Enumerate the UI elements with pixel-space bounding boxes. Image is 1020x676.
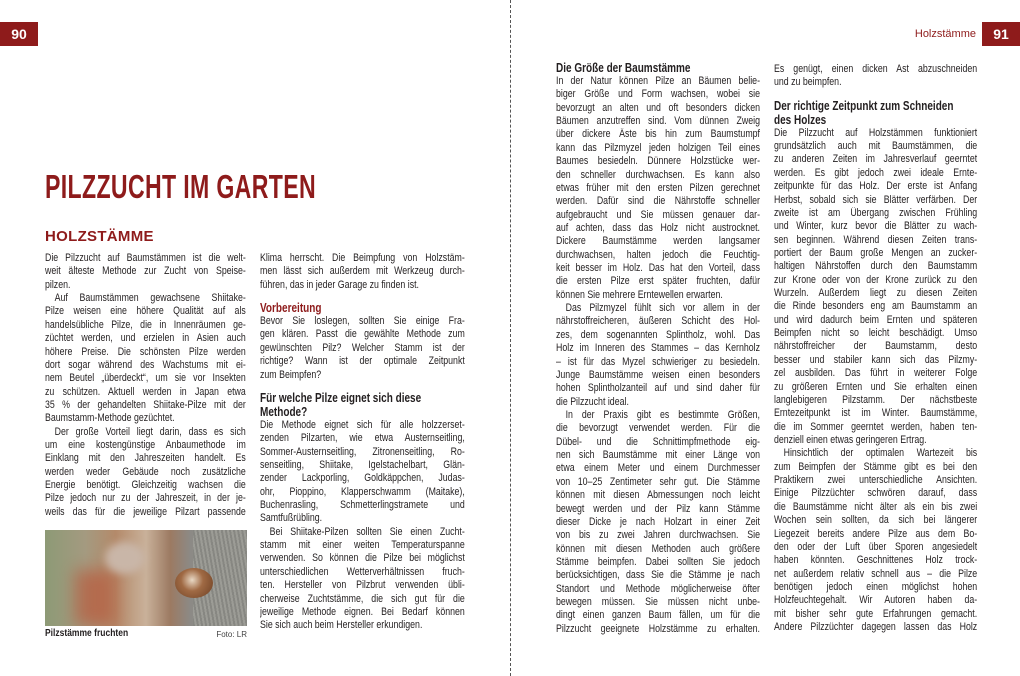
subsection-heading bbox=[774, 99, 977, 127]
text-line: Pilze weisen eine höhere Qualität auf als bbox=[45, 305, 246, 318]
text-line: zu größeren Ernten und Sie erhalten einen bbox=[774, 380, 978, 393]
heading-line: Die Größe der Baumstämme bbox=[556, 61, 691, 75]
text-line: durchwachsen, halten jedoch die Feuchtig- bbox=[556, 248, 760, 261]
text-line: Bäumen anzutreffen sind. Vom dünnen Zweig bbox=[556, 115, 760, 128]
text-line: zur Krone oder von der Krone zurück zu den bbox=[774, 273, 978, 286]
text-line: zes, dem sogenannten Splintholz, wohl. Das bbox=[556, 328, 760, 341]
text-line: und zu beimpfen. bbox=[774, 76, 842, 89]
text-line: werden. Dafür sind die Nährstoffe schneller bbox=[556, 195, 760, 208]
text-line: In der Natur können Pilze an Bäumen belie- bbox=[556, 75, 760, 87]
subsection-heading bbox=[260, 301, 465, 315]
text-line: stamm mit einer weiten Temperaturspanne bbox=[260, 539, 465, 552]
text-line: Praktikern zwei unterschiedliche Ansichten. bbox=[774, 474, 978, 487]
paragraph bbox=[260, 252, 465, 292]
text-line: den schneller durchwachsen. Es kann also bbox=[556, 168, 760, 181]
chapter-title: PILZZUCHT IM GARTEN bbox=[45, 168, 316, 205]
text-line: bevorzugt an alten und oft besonders dicken bbox=[556, 101, 760, 114]
text-line: Wochen sein sollten, da sich bei längerer bbox=[774, 514, 978, 527]
text-line: richtige? Wann ist der optimale Zeitpunkt bbox=[260, 355, 465, 368]
paragraph bbox=[556, 302, 760, 409]
text-line: zel ausbilden. Das führt in weiterer Folge bbox=[774, 367, 978, 380]
text-line: Der große Vorteil liegt darin, dass es sich bbox=[54, 425, 246, 438]
text-line: Dübel- und die Schnittimpfmethode eig- bbox=[556, 435, 760, 448]
text-line: Standort und Methode möglicherweise öfter bbox=[556, 582, 760, 595]
text-line: In der Praxis gibt es bestimmte Größen, bbox=[565, 408, 760, 421]
shiitake-mushroom-image bbox=[175, 568, 213, 598]
text-line: denziell einen etwas geringeren Ertrag. bbox=[774, 433, 927, 446]
paragraph bbox=[774, 63, 977, 90]
paragraph bbox=[556, 75, 760, 302]
paragraph bbox=[774, 127, 977, 448]
text-line: verwenden. So können die Pilze bei möglichst bbox=[260, 552, 465, 565]
text-line: zu schützen. Aktuell werden in Japan etwa bbox=[45, 385, 246, 398]
figure-caption: Pilzstämme fruchten bbox=[45, 628, 129, 639]
text-line: die Pilzzucht ideal. bbox=[556, 395, 629, 408]
text-line: Einige Pilzzüchter schwören darauf, dass bbox=[774, 487, 978, 500]
text-column-2 bbox=[260, 252, 465, 633]
text-line: etwas früher mit den ersten Pilzen gerechnet bbox=[556, 181, 760, 194]
text-line: um eine kostengünstige Anbaumethode im bbox=[45, 439, 246, 452]
text-line: Herbst, sobald sich sie Blätter verfärben. Der bbox=[774, 193, 978, 206]
text-line: Die Pilzzucht auf Baumstämmen ist die welt- bbox=[45, 252, 246, 264]
heading-line: Vorbereitung bbox=[260, 301, 322, 316]
text-line: jeweilige Methode eignen. Bei Bedarf können bbox=[260, 605, 465, 618]
text-line: nährstoffreicher der Baumstamm, desto bbox=[774, 340, 978, 353]
text-line: züchtet werden, und erzielen in Asien auch bbox=[45, 332, 246, 345]
page-number-right: 91 bbox=[982, 22, 1020, 46]
text-line: aufgebraucht und Sie müssen genauer dar- bbox=[556, 208, 760, 221]
text-line: Liegezeit bereits andere Pilze aus dem Bo- bbox=[774, 527, 978, 540]
text-line: Junge Baumstämme weisen einen besonders bbox=[556, 368, 760, 381]
text-line: Pilze jedoch nur zu der Jahreszeit, in der je- bbox=[45, 492, 246, 505]
text-line: die Rinde besonders eng am Baumstamm an bbox=[774, 300, 978, 313]
text-line: Bei Shiitake-Pilzen sollten Sie einen Zucht- bbox=[269, 525, 465, 538]
text-line: gen klären. Passt die gewählte Methode zum bbox=[260, 328, 465, 341]
text-line: nährstoffreicheren, äußeren Schicht des Hol- bbox=[556, 315, 760, 328]
text-line: können Sie mehrere Erntewellen erwarten. bbox=[556, 288, 723, 301]
text-line: cherweise Zuchtstämme, die sich gut für die bbox=[260, 592, 465, 605]
text-line: und wird dadurch beim Ernten und späteren bbox=[774, 313, 978, 326]
text-line: auf achten, dass das Holz nicht austrocknet. bbox=[556, 221, 760, 234]
text-line: von 10–25 Zentimeter sehr gut. Die Stämme bbox=[556, 475, 760, 488]
text-line: biger Größe und Form wachsen, wobei sie bbox=[556, 88, 760, 101]
text-line: bewegen müssen. Sie müssen nicht unbe- bbox=[556, 596, 760, 609]
text-line: Die Pilzzucht auf Holzstämmen funktioniert bbox=[774, 126, 978, 139]
text-line: können mit diesen Abmessungen noch leicht bbox=[556, 489, 760, 502]
text-line: zum Beimpfen der Stämme gibt es bei den bbox=[774, 460, 978, 473]
text-line: Einklang mit den Jahreszeiten handelt. Es bbox=[45, 452, 246, 465]
text-line: weit älteste Methode zur Zucht von Speise- bbox=[45, 265, 246, 278]
subsection-heading bbox=[556, 61, 760, 75]
text-line: Andere Pilzzüchter dagegen lassen das Holz bbox=[774, 621, 978, 634]
text-line: hohen Splintholzanteil auf und sind daher für bbox=[556, 382, 760, 395]
text-line: Das Pilzmyzel fühlt sich vor allem in der bbox=[565, 302, 760, 315]
text-line: sen beginnen. Während diesen Zeiten trans- bbox=[774, 233, 978, 246]
text-line: 35 % der gehandelten Shiitake-Pilze mit der bbox=[45, 398, 246, 411]
text-line: Baumes besiedeln. Dünnere Holzstücke wer- bbox=[556, 155, 760, 168]
page-number-left: 90 bbox=[0, 22, 38, 46]
paragraph bbox=[774, 447, 977, 634]
text-line: die bevorzugt verwendet werden. Für die bbox=[556, 422, 760, 435]
text-line: ten. Hersteller von Pilzbrut verwenden übli- bbox=[260, 579, 465, 592]
text-line: kann das Pilzmyzel jeden holzigen Teil eines bbox=[556, 141, 760, 154]
text-line: etwa einem Meter und einem Durchmesser bbox=[556, 462, 760, 475]
text-line: Die Methode eignet sich für alle holzzerset- bbox=[260, 418, 465, 431]
running-head: Holzstämme bbox=[914, 28, 976, 40]
text-line: Wurzeln. Außerdem liegt zu diesen Zeiten bbox=[774, 287, 978, 300]
text-line: und Winter, kurz bevor die Blätter zu wach- bbox=[774, 220, 978, 233]
text-line: handelsübliche Pilze, die in Innenräumen ge- bbox=[45, 318, 246, 331]
paragraph bbox=[45, 292, 246, 426]
text-line: men lässt sich außerdem mit Werkzeug durch- bbox=[260, 265, 465, 278]
text-line: net außerdem relativ schnell aus – die Pilze bbox=[774, 567, 978, 580]
text-line: benötigen jedoch einen möglichst hohen bbox=[774, 580, 978, 593]
text-line: unterschiedlichen Wetterverhältnissen fruch- bbox=[260, 565, 465, 578]
text-line: Beimpfen nicht so leicht beschädigt. Umso bbox=[774, 327, 978, 340]
text-line: von bis zu zwei Jahren durchwachsen. Sie bbox=[556, 529, 760, 542]
text-line: dingt einen ganzen Baum fällen, um für die bbox=[556, 609, 760, 622]
text-line: – ist für das Myzel schwieriger zu besiedeln. bbox=[556, 355, 760, 368]
heading-line: des Holzes bbox=[774, 112, 827, 127]
text-line: den oder der Luft über Sporen angesiedelt bbox=[774, 540, 978, 553]
text-line: dort sogar während des Wachstums mit ei- bbox=[45, 358, 246, 371]
text-line: zeitpunkte für das Holz. Der erste ist Anfang bbox=[774, 180, 978, 193]
text-line: werden weder Gebäude noch zusätzliche bbox=[45, 465, 246, 478]
text-line: werden. Es gibt jedoch zwei ideale Ernte- bbox=[774, 166, 978, 179]
text-line: Energie benötigt. Gleichzeitig wachsen die bbox=[45, 479, 246, 492]
text-line: Holz im Inneren des Stammes – das Kernholz bbox=[556, 342, 760, 355]
text-line: Klima herrscht. Die Beimpfung von Holzstäm- bbox=[260, 252, 465, 264]
text-line: gewünschten Pilz? Welcher Stamm ist der bbox=[260, 341, 465, 354]
text-line: die ersten Pilze erst später fruchten, dafür bbox=[556, 275, 760, 288]
text-line: zum Beimpfen? bbox=[260, 368, 322, 381]
text-line: senseitling, Shiitake, Igelstachelbart, Glän- bbox=[260, 458, 465, 471]
text-line: grundsätzlich auch mit Baumstämmen, die bbox=[774, 140, 978, 153]
text-line: dieser Dicke je nach Holzart in einer Zeit bbox=[556, 515, 760, 528]
text-line: Sie sich auch beim Hersteller erkundigen. bbox=[260, 619, 423, 632]
text-line: portiert der Baum große Mengen an zucker- bbox=[774, 246, 978, 259]
text-line: Pilzzucht geeignete Holzstämme zu erhalten. bbox=[556, 622, 760, 635]
text-line: können mit diesen Methoden auch größere bbox=[556, 542, 760, 555]
text-column-1 bbox=[45, 252, 246, 519]
photo-credit: Foto: LR bbox=[216, 630, 247, 639]
paragraph bbox=[260, 526, 465, 633]
text-line: Es genügt, einen dicken Ast abzuschneiden bbox=[774, 63, 978, 75]
heading-line: Der richtige Zeitpunkt zum Schneiden bbox=[774, 98, 954, 113]
text-line: Hinsichtlich der optimalen Wartezeit bis bbox=[783, 447, 978, 460]
text-line: Baumstamm-Methode gezüchtet. bbox=[45, 412, 175, 425]
text-line: Holzfeuchtegehalt. Wir Autoren haben da- bbox=[774, 594, 978, 607]
text-line: Auf Baumstämmen gewachsene Shiitake- bbox=[54, 292, 246, 305]
text-line: langlebigeren Pilzstamm. Der nächstbeste bbox=[774, 393, 978, 406]
text-line: pilzen. bbox=[45, 278, 71, 291]
text-line: zu anderen Zeiten im Jahresverlauf geerntet bbox=[774, 153, 978, 166]
text-line: Erntezeitpunkt ist im Winter. Baumstämme, bbox=[774, 407, 978, 420]
text-line: zenden Pilzarten, wie etwa Austernseitling, bbox=[260, 432, 465, 445]
text-line: höhere Preise. Die schönsten Pilze werden bbox=[45, 345, 246, 358]
text-line: Buchenrasling, Schmetterlingstramete und bbox=[260, 499, 465, 512]
text-line: zender Lackporling, Goldkäppchen, Judas- bbox=[260, 472, 465, 485]
paragraph bbox=[556, 409, 760, 636]
text-line: Samtfußrübling. bbox=[260, 512, 323, 525]
text-line: bewegt werden und der Pilz kann Stämme bbox=[556, 502, 760, 515]
text-line: besser und stabiler kann sich das Pilzmy- bbox=[774, 353, 978, 366]
text-line: berücksichtigen, dass Sie die Stämme je nach bbox=[556, 569, 760, 582]
text-line: keit besser im Holz. Das hat den Vorteil, dass bbox=[556, 262, 760, 275]
text-line: haben könnten. Geschnittenes Holz trock- bbox=[774, 554, 978, 567]
text-line: Bevor Sie loslegen, sollten Sie einige Fra- bbox=[260, 315, 465, 328]
page-divider bbox=[510, 0, 511, 676]
text-line: Dickere Baumstämme werden langsamer bbox=[556, 235, 760, 248]
text-line: ohr, Pioppino, Klapperschwamm (Maitake), bbox=[260, 485, 465, 498]
paragraph bbox=[45, 252, 246, 292]
text-line: haltigen Nährstoffen durch den Baumstamm bbox=[774, 260, 978, 273]
text-line: Stämme beimpfen. Dabei sollten Sie jedoch bbox=[556, 555, 760, 568]
text-line: die Baumstämme nicht älter als ein bis zwei bbox=[774, 500, 978, 513]
heading-line: Für welche Pilze eignet sich diese bbox=[260, 390, 422, 405]
text-line: nen sich Baumstämme mit einer Länge von bbox=[556, 449, 760, 462]
text-line: zweite ist am Übergang zwischen Frühling bbox=[774, 206, 978, 219]
text-line: Sommer-Austernseitling, Zitronenseitling, Ro- bbox=[260, 445, 465, 458]
text-column-3 bbox=[556, 61, 760, 636]
section-heading: HOLZSTÄMME bbox=[45, 228, 154, 245]
subsection-heading bbox=[260, 391, 465, 419]
text-line: führen, das in jeder Garage zu finden ist. bbox=[260, 278, 419, 291]
text-line: weils das für die jeweilige Pilzart passende bbox=[45, 505, 246, 518]
mushroom-log-photo bbox=[45, 530, 247, 626]
text-line: über dickere Äste bis hin zum Baumstumpf bbox=[556, 128, 760, 141]
paragraph bbox=[260, 419, 465, 526]
text-line: mit bisher sehr gute Erfahrungen gemacht. bbox=[774, 607, 978, 620]
text-line: die im Sommer geerntet werden, haben ten- bbox=[774, 420, 978, 433]
paragraph bbox=[45, 426, 246, 520]
paragraph bbox=[260, 315, 465, 382]
text-column-4 bbox=[774, 63, 977, 634]
heading-line: Methode? bbox=[260, 404, 308, 419]
text-line: nem Beutel „überdeckt“, um sie vor Insekten bbox=[45, 372, 246, 385]
